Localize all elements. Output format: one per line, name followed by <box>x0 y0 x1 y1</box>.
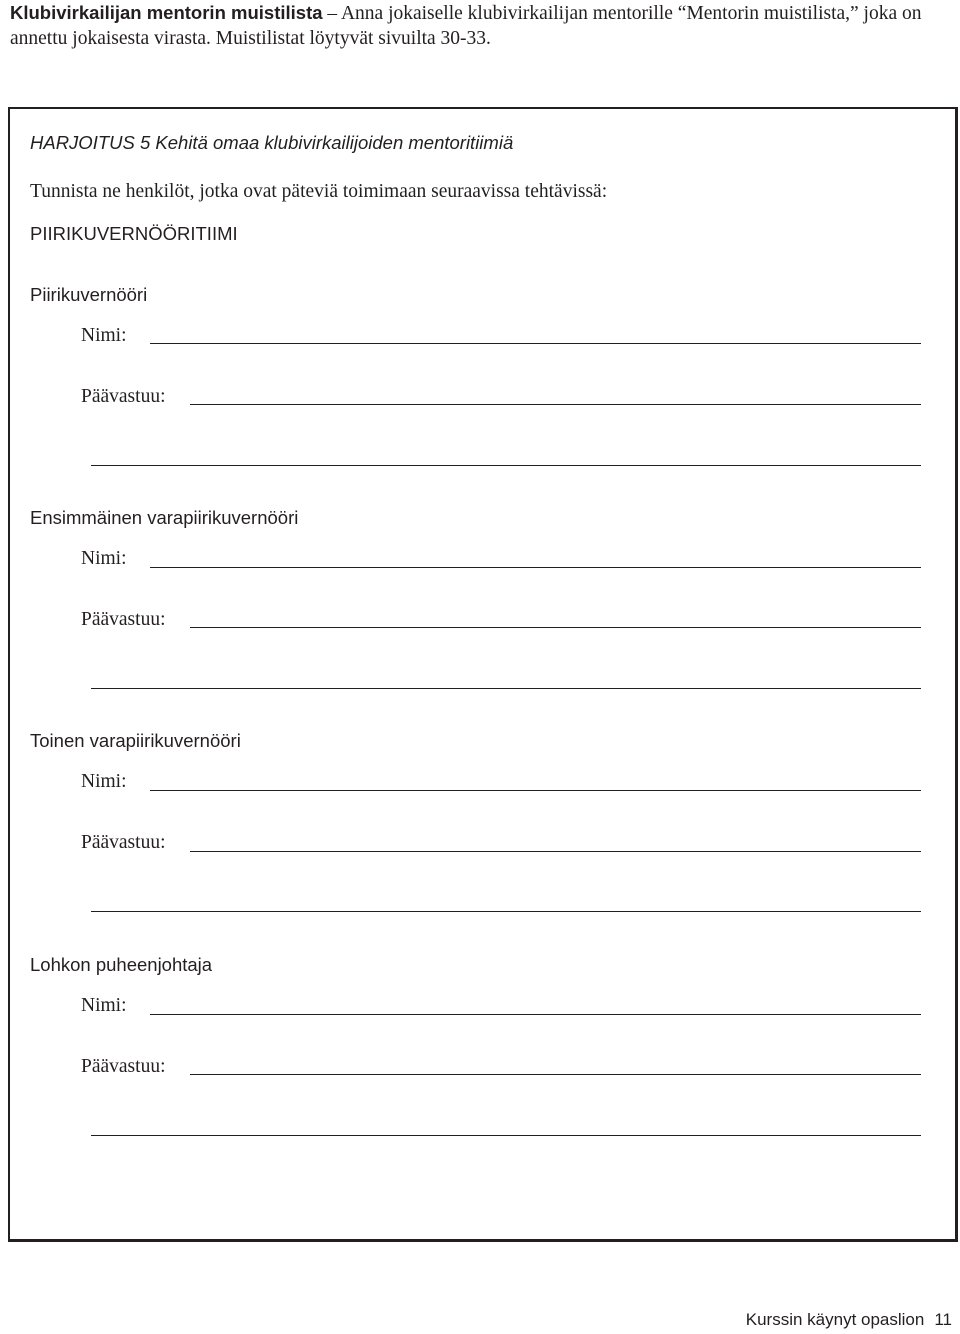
name-label: Nimi: <box>81 548 127 569</box>
role-label-zone-chairperson: Lohkon puheenjohtaja <box>30 954 213 975</box>
page-number: 11 <box>934 1310 952 1329</box>
name-input-line[interactable] <box>150 790 921 791</box>
intro-dash: – <box>322 3 341 24</box>
name-input-line[interactable] <box>150 343 921 344</box>
name-label: Nimi: <box>81 325 127 346</box>
name-label: Nimi: <box>81 771 127 792</box>
footer-text: Kurssin käynyt opaslion <box>745 1310 925 1329</box>
responsibility-input-line[interactable] <box>190 851 921 852</box>
responsibility-label: Päävastuu: <box>81 832 166 853</box>
page-footer <box>746 1310 952 1330</box>
role-label-district-governor: Piirikuvernööri <box>30 284 148 305</box>
intro-title: Klubivirkailijan mentorin muistilista <box>10 2 323 23</box>
responsibility-extra-line[interactable] <box>91 688 921 689</box>
responsibility-input-line[interactable] <box>190 1074 921 1075</box>
role-label-first-vice-governor: Ensimmäinen varapiirikuvernööri <box>30 507 299 528</box>
responsibility-label: Päävastuu: <box>81 609 166 630</box>
responsibility-label: Päävastuu: <box>81 1056 166 1077</box>
name-input-line[interactable] <box>150 567 921 568</box>
responsibility-extra-line[interactable] <box>91 911 921 912</box>
team-heading: PIIRIKUVERNÖÖRITIIMI <box>30 223 238 244</box>
responsibility-input-line[interactable] <box>190 404 921 405</box>
responsibility-extra-line[interactable] <box>91 465 921 466</box>
exercise-instruction: Tunnista ne henkilöt, jotka ovat päteviä toimimaan seuraavissa tehtävissä: <box>30 181 608 202</box>
intro-paragraph <box>10 0 950 51</box>
intro-text: Anna jokaiselle klubivirkailijan mentorille “Mentorin muistilista,” joka on annettu jokaisesta virasta. Muistilistat löytyvät sivuilta 30-33. <box>10 3 922 49</box>
role-label-second-vice-governor: Toinen varapiirikuvernööri <box>30 730 241 751</box>
responsibility-input-line[interactable] <box>190 627 921 628</box>
responsibility-label: Päävastuu: <box>81 386 166 407</box>
name-input-line[interactable] <box>150 1014 921 1015</box>
exercise-title: HARJOITUS 5 Kehitä omaa klubivirkailijoiden mentoritiimiä <box>30 132 514 153</box>
responsibility-extra-line[interactable] <box>91 1135 921 1136</box>
name-label: Nimi: <box>81 995 127 1016</box>
